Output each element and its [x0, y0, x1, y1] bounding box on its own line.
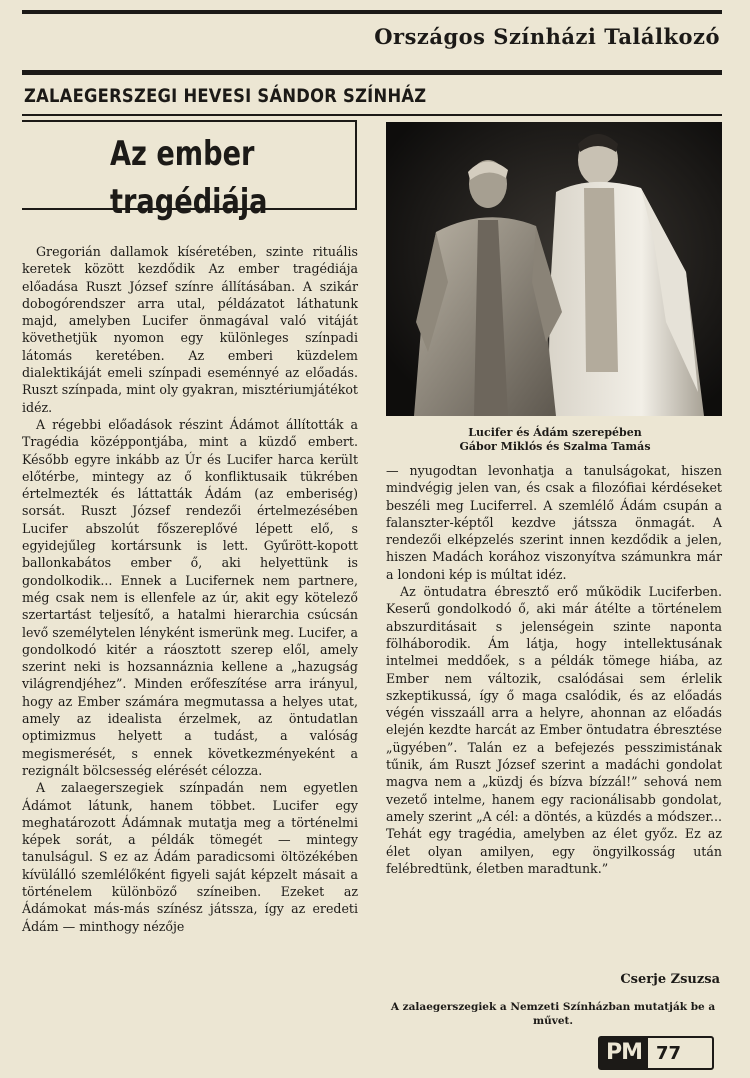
caption-line-1: Lucifer és Ádám szerepében: [468, 426, 642, 439]
page-badge: [598, 1036, 714, 1070]
paragraph: — nyugodtan levonhatja a tanulságokat, hiszen mindvégig jelen van, és csak a filozófiai kérdéseket beszéli meg Luciferrel. A szemlélő Ádám csupán a falanszter-képtől kezdve játssza önmagát. A rendezői elképzelés szerint innen kezdődik a jelen, hiszen Madách korához viszonyítva számunkra már a londoni kép is múltat idéz.: [386, 463, 722, 582]
section-divider: [22, 70, 722, 75]
paragraph: Az öntudatra ébresztő erő működik Luciferben. Keserű gondolkodó ő, aki már átélte a történelem abszurditásait s jelenségein szinte naponta fölháborodik. Ám látja, hogy intellektusának intelmei meddőek, s a példák tömege hiába, az Ember nem változik, csalódásai sem érlelik szkeptikussá, így ő maga csalódik, és az előadás végén visszaáll arra a helyre, ahonnan az előadás elején kezdte harcát az Ember öntudatra ébresztése „ügyében”. Talán ez a befejezés pesszimistának tűnik, ám Ruszt József szerint a madáchi gondolat magva nem a „küzdj és bízva bízzál!” sehová nem vezető intelme, hanem egy racionálisabb gondolat, amely szerint „A cél: a döntés, a küzdés a módszer... Tehát egy tragédia, amelyben az élet győz. Ez az élet olyan amilyen, egy öngyilkosság után felébredtünk, életben maradtunk.”: [386, 584, 722, 876]
footnote: A zalaegerszegiek a Nemzeti Színházban mutatják be a művet.: [390, 1001, 716, 1027]
title-line-1: Az ember: [110, 134, 255, 174]
photo-illustration: [386, 122, 722, 416]
paragraph: A zalaegerszegiek színpadán nem egyetlen Ádámot látunk, hanem többet. Lucifer egy meghatározott Ádámnak mutatja meg a történelmi képek sorát, a példák tömegét — mintegy tanulságul. S ez az Ádám paradicsomi öltözékében kívülálló szemlélőként figyeli saját képzelt másait a történelem különböző színeiben. Ezeket az Ádámokat más-más színész játssza, így az eredeti Ádám — minthogy nézője: [22, 780, 358, 934]
article-title: [110, 130, 268, 226]
stage-photo: [386, 122, 722, 416]
paragraph: Gregorián dallamok kíséretében, szinte rituális keretek között kezdődik Az ember tragédiája előadása Ruszt József színre állításában. A szikár dobogórendszer arra utal, példázatot láthatunk majd, amelyben Lucifer önmagával való vitáját követhetjük nyomon egy különleges színpadi látomás keretében. Az emberi küzdelem dialektikáját emeli színpadi eseménnyé az előadás. Ruszt színpada, mint oly gyakran, misztériumjátékot idéz.: [22, 244, 358, 415]
caption-line-2: Gábor Miklós és Szalma Tamás: [459, 440, 651, 453]
article-column-right: [386, 462, 722, 877]
photo-caption: [388, 426, 722, 454]
page-number: 77: [656, 1042, 682, 1064]
top-rule: [22, 10, 722, 14]
section-title: Országos Színházi Találkozó: [374, 24, 720, 49]
heading-underline: [22, 114, 722, 116]
article-column-left: [22, 243, 358, 935]
pm-logo: PM: [600, 1038, 648, 1068]
title-line-2: tragédiája: [110, 182, 268, 222]
author-byline: Cserje Zsuzsa: [620, 972, 720, 987]
paragraph: A régebbi előadások részint Ádámot állították a Tragédia középpontjába, mint a küzdő embert. Később egyre inkább az Úr és Lucifer harca került előtérbe, mintegy az ő konfliktusaik tükrében értelmezték és láttatták Ádám (az emberiség) sorsát. Ruszt József rendezői értelmezésében Lucifer abszolút főszereplővé lépett elő, s egyidejűleg kortársunk is lett. Gyűrött-kopott ballonkabátos ember ő, aki helyettünk is gondolkodik... Ennek a Lucifernek nem partnere, még csak nem is ellenfele az úr, akit egy kötelező szertartást teljesítő, a hatalmi hierarchia csúcsán levő személytelen lényként ismerünk meg. Lucifer, a gondolkodó kitér a ráosztott szerep elől, amely szerint neki is hozsannáznia kellene a „hazugság világrendjéhez”. Minden erőfeszítése arra irányul, hogy az Ember számára megmutassa a helyes utat, amely az idealista érzelmek, az öntudatlan optimizmus helyett a tudást, a valóság megismerését, s ennek következményeként a rezignált bölcsesség elérését célozza.: [22, 416, 358, 778]
theatre-heading: ZALAEGERSZEGI HEVESI SÁNDOR SZÍNHÁZ: [24, 85, 427, 107]
